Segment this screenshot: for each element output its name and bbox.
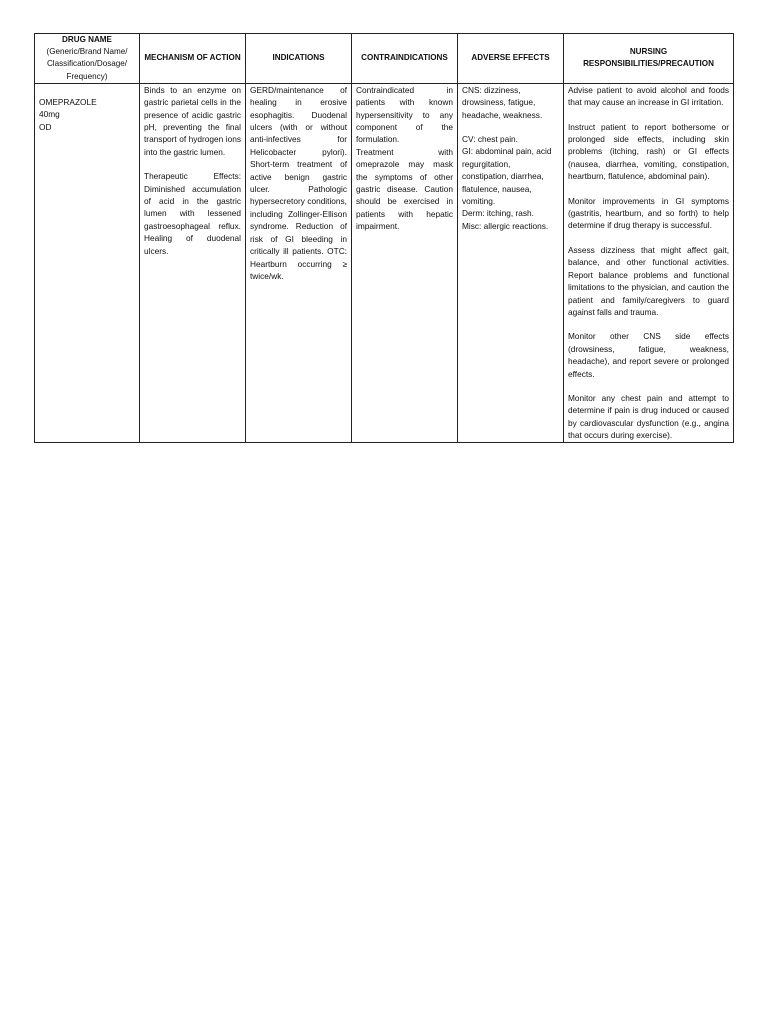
adverse-derm: Derm: itching, rash. bbox=[462, 208, 534, 219]
header-mechanism: MECHANISM OF ACTION bbox=[140, 34, 246, 84]
cell-nursing bbox=[564, 83, 734, 442]
header-drug-name-title: DRUG NAME bbox=[62, 35, 112, 44]
mechanism-therapeutic-effects: Therapeutic Effects: Diminished accumulation of acid in the gastric lumen with lessened gastroesophageal reflux. Healing of duodenal ulcers. bbox=[144, 171, 241, 256]
cell-contraindications bbox=[352, 83, 458, 442]
contraindications-text-1: Contraindicated in patients with known hypersensitivity to any component of the formulation. bbox=[356, 84, 453, 145]
nursing-item-4: Assess dizziness that might affect gait, balance, and other functional activities. Report balance problems and functional limitations to the physician, and caution the patient and family/caregivers to guard against falls and trauma. bbox=[568, 244, 729, 317]
nursing-item-1: Advise patient to avoid alcohol and foods that may cause an increase in GI irritation. bbox=[568, 84, 729, 108]
adverse-gi: GI: abdominal pain, acid regurgitation, constipation, diarrhea, flatulence, nausea, vomiting. bbox=[462, 146, 552, 207]
drug-dosage: 40mg bbox=[39, 109, 60, 120]
drug-study-table bbox=[34, 33, 734, 443]
cell-adverse-effects bbox=[458, 83, 564, 442]
header-indications: INDICATIONS bbox=[246, 34, 352, 84]
table-header-row bbox=[35, 34, 734, 84]
header-drug-name bbox=[35, 34, 140, 84]
nursing-item-3: Monitor improvements in GI symptoms (gastritis, heartburn, and so forth) to help determine if drug therapy is successful. bbox=[568, 195, 729, 231]
indications-text: GERD/maintenance of healing in erosive esophagitis. Duodenal ulcers (with or without anti-infectives for Helicobacter pylori). Short-term treatment of active benign gastric ulcer. Pathologic hypersecretory conditions, including Zollinger-Ellison syndrome. Reduction of risk of GI bleeding in critically ill patients. OTC: Heartburn occurring ≥ twice/wk. bbox=[250, 84, 347, 281]
cell-drug-name bbox=[35, 83, 140, 442]
cell-mechanism bbox=[140, 83, 246, 442]
cell-indications bbox=[246, 83, 352, 442]
nursing-item-5: Monitor other CNS side effects (drowsiness, fatigue, weakness, headache), and report severe or prolonged effects. bbox=[568, 331, 729, 379]
table-row bbox=[35, 83, 734, 442]
header-nursing: NURSING RESPONSIBILITIES/PRECAUTION bbox=[564, 34, 734, 84]
adverse-cv: CV: chest pain. bbox=[462, 134, 518, 145]
adverse-misc: Misc: allergic reactions. bbox=[462, 220, 549, 231]
mechanism-action-text: Binds to an enzyme on gastric parietal cells in the presence of acidic gastric pH, preventing the final transport of hydrogen ions into the gastric lumen. bbox=[144, 84, 241, 157]
drug-frequency: OD bbox=[39, 121, 52, 132]
header-adverse-effects: ADVERSE EFFECTS bbox=[458, 34, 564, 84]
adverse-cns: CNS: dizziness, drowsiness, fatigue, headache, weakness. bbox=[462, 84, 543, 120]
header-drug-name-subtitle: (Generic/Brand Name/ Classification/Dosage/ Frequency) bbox=[46, 47, 128, 81]
contraindications-text-2: Treatment with omeprazole may mask the symptoms of other gastric disease. Caution should be exercised in patients with hepatic impairment. bbox=[356, 146, 453, 232]
header-contraindications: CONTRAINDICATIONS bbox=[352, 34, 458, 84]
drug-generic-name: OMEPRAZOLE bbox=[39, 96, 97, 107]
nursing-item-2: Instruct patient to report bothersome or prolonged side effects, including skin problems (itching, rash) or GI effects (nausea, diarrhea, vomiting, constipation, heartburn, flatulence, abdominal pain). bbox=[568, 121, 729, 182]
nursing-item-6: Monitor any chest pain and attempt to determine if pain is drug induced or caused by cardiovascular dysfunction (e.g., angina that occurs during exercise). bbox=[568, 392, 729, 441]
